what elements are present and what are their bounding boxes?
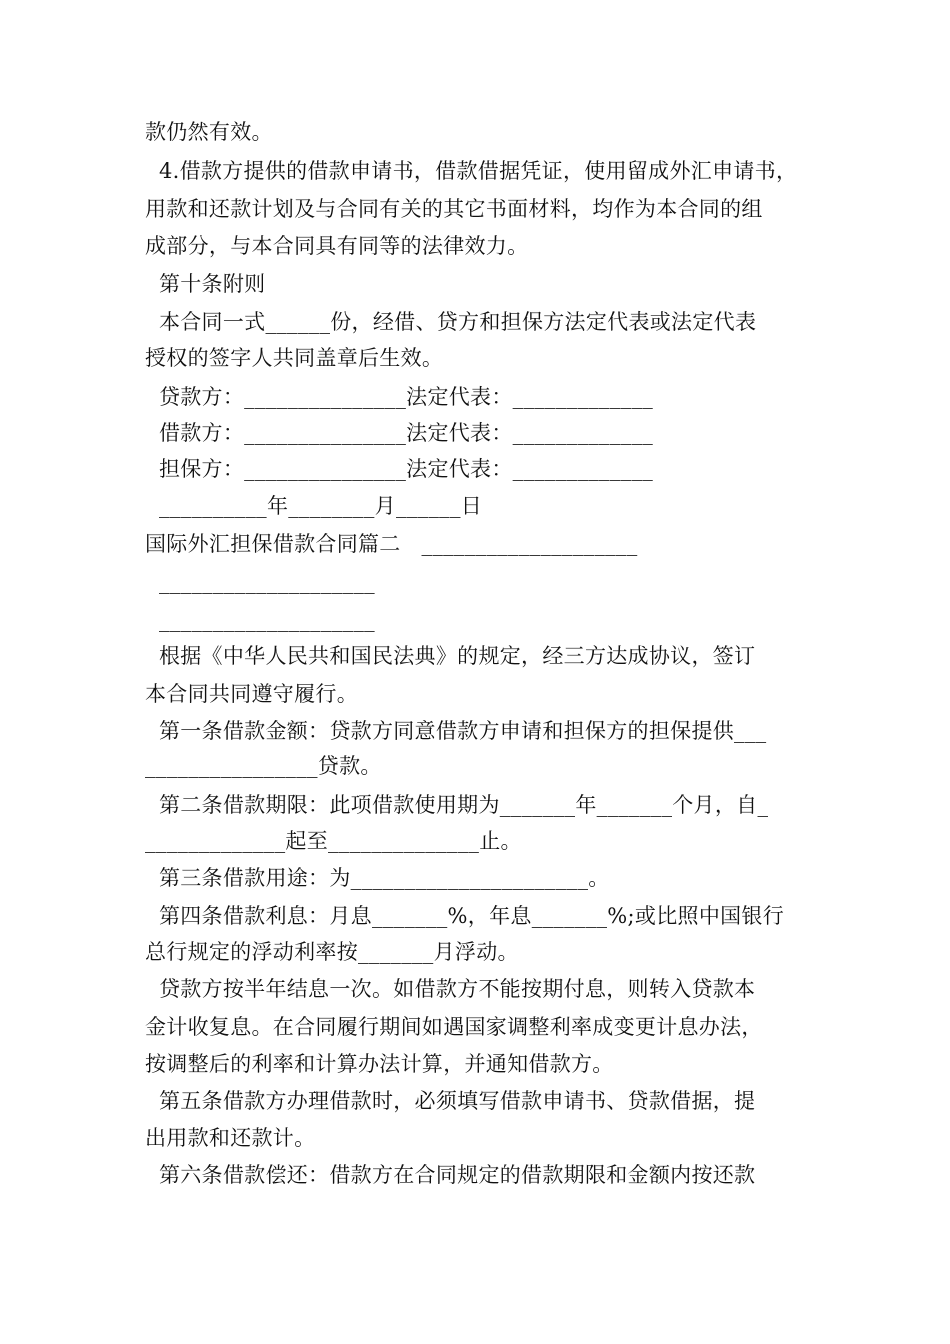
clause-1: 第一条借款金额：贷款方同意借款方申请和担保方的担保提供___ — [145, 719, 767, 743]
section-heading: 第十条附则 — [145, 272, 266, 296]
text-line: 贷款方按半年结息一次。如借款方不能按期付息，则转入贷款本 — [145, 977, 756, 1001]
clause-5: 第五条借款方办理借款时，必须填写借款申请书、贷款借据，提 — [145, 1089, 756, 1113]
clause-4: 第四条借款利息：月息_______%，年息_______%;或比照中国银行 — [145, 904, 785, 928]
signature-line-borrower: 借款方：_______________法定代表：_____________ — [145, 421, 654, 445]
text-line: 用款和还款计划及与合同有关的其它书面材料，均作为本合同的组 — [145, 197, 763, 221]
text-line: 按调整后的利率和计算办法计算，并通知借款方。 — [145, 1052, 614, 1076]
signature-line-lender: 贷款方：_______________法定代表：_____________ — [145, 385, 654, 409]
text-line: 授权的签字人共同盖章后生效。 — [145, 346, 444, 370]
blank-line: ____________________ — [145, 570, 375, 594]
text-line: 成部分，与本合同具有同等的法律效力。 — [145, 234, 529, 258]
blank-line: ____________________ — [145, 608, 375, 632]
text-line: 款仍然有效。 — [145, 120, 273, 144]
document-title: 国际外汇担保借款合同篇二 ____________________ — [145, 532, 638, 556]
clause-3: 第三条借款用途：为______________________。 — [145, 866, 610, 890]
date-line: __________年________月______日 — [145, 494, 483, 518]
text-line: 金计收复息。在合同履行期间如遇国家调整利率成变更计息办法， — [145, 1015, 763, 1039]
clause-6: 第六条借款偿还：借款方在合同规定的借款期限和金额内按还款 — [145, 1163, 756, 1187]
text-line: 4.借款方提供的借款申请书，借款借据凭证，使用留成外汇申请书， — [145, 159, 798, 183]
text-line: 总行规定的浮动利率按_______月浮动。 — [145, 940, 519, 964]
text-line: 根据《中华人民共和国民法典》的规定，经三方达成协议，签订 — [145, 644, 756, 668]
text-line: _____________起至______________止。 — [145, 829, 522, 853]
clause-2: 第二条借款期限：此项借款使用期为_______年_______个月，自_ — [145, 793, 769, 817]
text-line: 出用款和还款计。 — [145, 1126, 316, 1150]
signature-line-guarantor: 担保方：_______________法定代表：_____________ — [145, 457, 654, 481]
text-line: ________________贷款。 — [145, 754, 382, 778]
text-line: 本合同一式______份，经借、贷方和担保方法定代表或法定代表 — [145, 310, 757, 334]
text-line: 本合同共同遵守履行。 — [145, 682, 358, 706]
